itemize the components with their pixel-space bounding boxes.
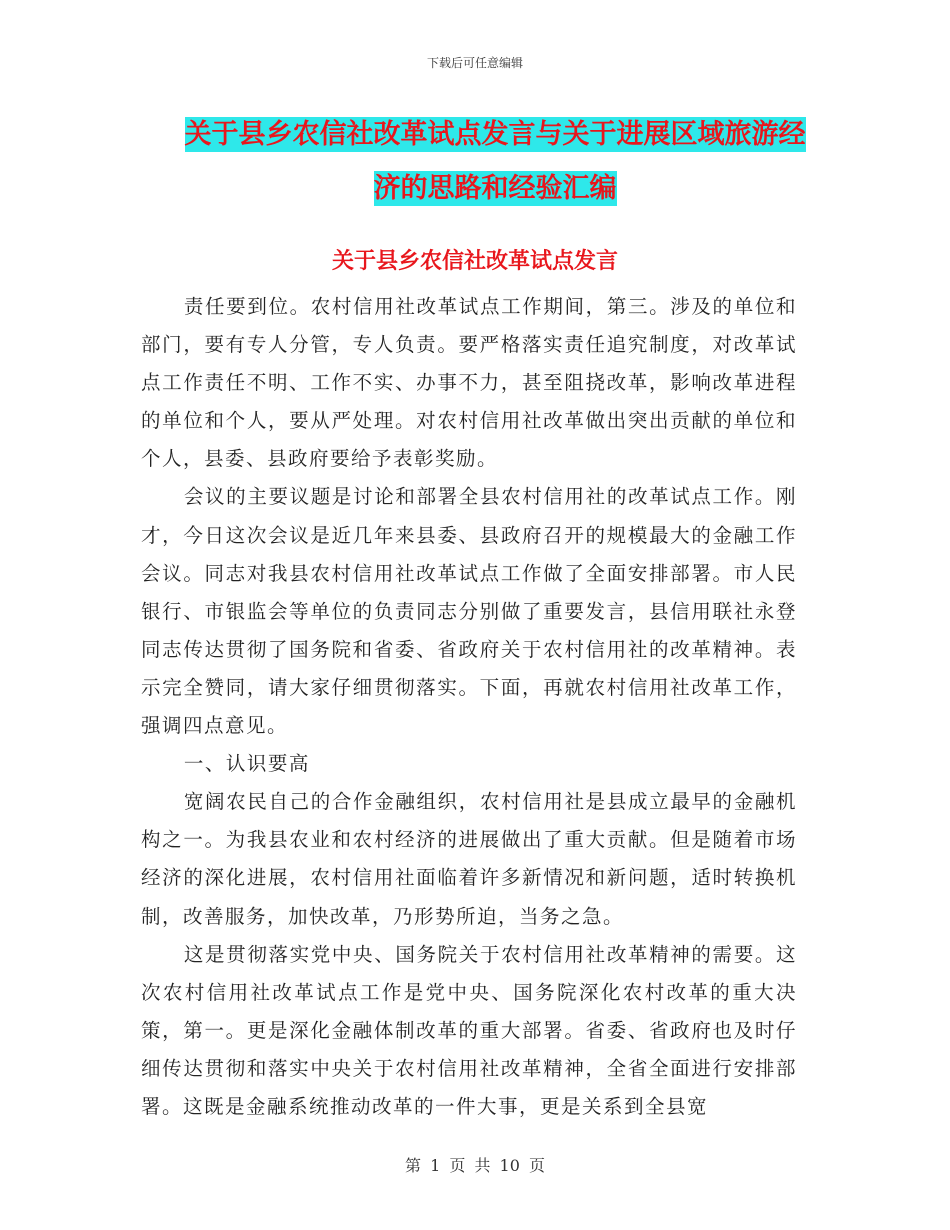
page-number: 第 1 页 共 10 页 [405, 1156, 545, 1175]
paragraph: 这是贯彻落实党中央、国务院关于农村信用社改革精神的需要。这次农村信用社改革试点工作是党中央、国务院深化农村改革的重大决策，第一。更是深化金融体制改革的重大部署。省委、省政府也及时仔细传达贯彻和落实中央关于农村信用社改革精神，全省全面进行安排部署。这既是金融系统推动改革的一件大事，更是关系到全县宽 [141, 942, 797, 1118]
document-title [120, 108, 870, 216]
title-line-1: 关于县乡农信社改革试点发言与关于进展区域旅游经 [184, 119, 806, 150]
section-subtitle: 关于县乡农信社改革试点发言 [331, 248, 618, 274]
body-text [141, 288, 797, 1126]
paragraph: 宽阔农民自己的合作金融组织，农村信用社是县成立最早的金融机构之一。为我县农业和农村经济的进展做出了重大贡献。但是随着市场经济的深化进展，农村信用社面临着许多新情况和新问题，适时转换机制，改善服务，加快改革，乃形势所迫，当务之急。 [141, 790, 797, 928]
paragraph: 责任要到位。农村信用社改革试点工作期间，第三。涉及的单位和部门，要有专人分管，专人负责。要严格落实责任追究制度，对改革试点工作责任不明、工作不实、办事不力，甚至阻挠改革，影响改革进程的单位和个人，要从严处理。对农村信用社改革做出突出贡献的单位和个人，县委、县政府要给予表彰奖励。 [141, 295, 797, 471]
title-line-2: 济的思路和经验汇编 [373, 173, 617, 204]
section-heading: 一、认识要高 [183, 752, 310, 776]
paragraph: 会议的主要议题是讨论和部署全县农村信用社的改革试点工作。刚才，今日这次会议是近几年来县委、县政府召开的规模最大的金融工作会议。同志对我县农村信用社改革试点工作做了全面安排部署。市人民银行、市银监会等单位的负责同志分别做了重要发言，县信用联社永登同志传达贯彻了国务院和省委、省政府关于农村信用社的改革精神。表示完全赞同，请大家仔细贯彻落实。下面，再就农村信用社改革工作，强调四点意见。 [141, 485, 797, 738]
page-header-note: 下载后可任意编辑 [426, 56, 523, 70]
